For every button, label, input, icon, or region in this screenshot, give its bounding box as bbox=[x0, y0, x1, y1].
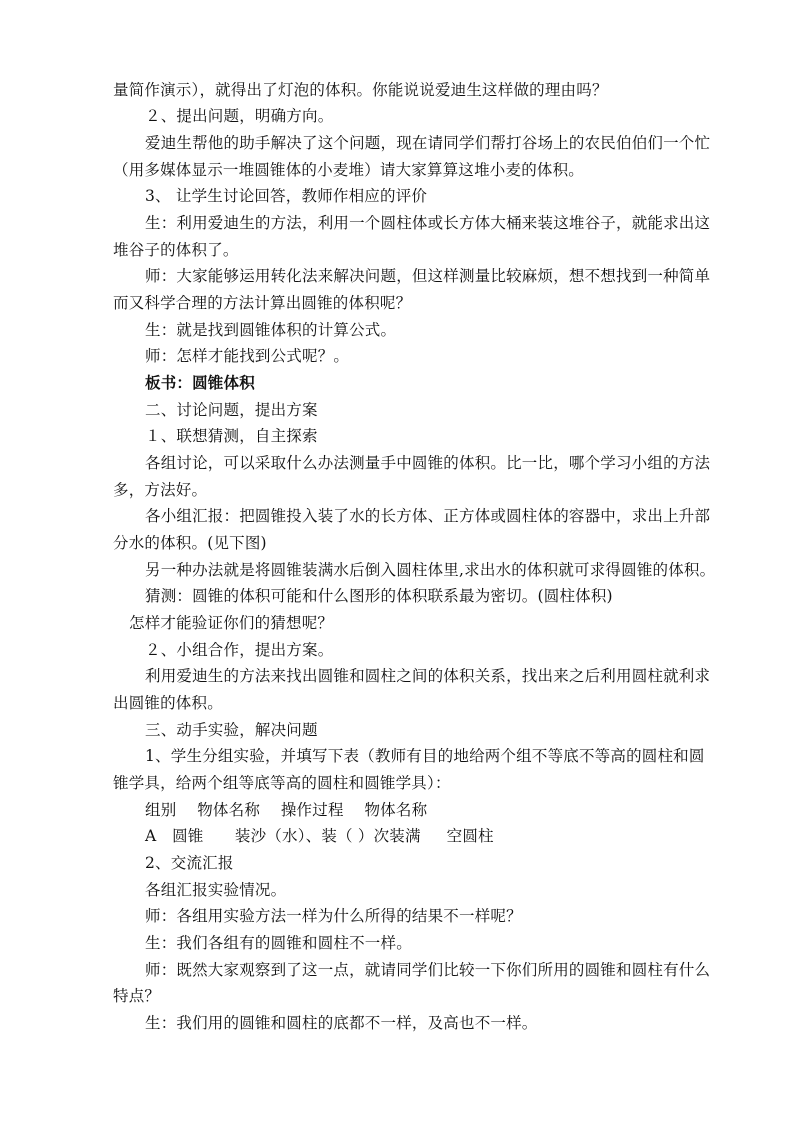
text-line: １、联想猜测，自主探索 bbox=[145, 427, 318, 445]
text-line: 分水的体积。(见下图) bbox=[113, 534, 267, 552]
text-line: 利用爱迪生的方法来找出圆锥和圆柱之间的体积关系，找出来之后利用圆柱就利求 bbox=[145, 667, 711, 685]
text-line: 量简作演示），就得出了灯泡的体积。你能说说爱迪生这样做的理由吗？ bbox=[113, 81, 608, 99]
text-line: 2、交流汇报 bbox=[145, 854, 234, 872]
text-line: 3、 让学生讨论回答，教师作相应的评价 bbox=[145, 187, 428, 205]
text-line: 各组汇报实验情况。 bbox=[145, 881, 287, 899]
text-line: 师：既然大家观察到了这一点，就请同学们比较一下你们所用的圆锥和圆柱有什么 bbox=[145, 961, 711, 979]
text-line: （用多媒体显示一堆圆锥体的小麦堆）请大家算算这堆小麦的体积。 bbox=[113, 161, 585, 179]
text-line: 爱迪生帮他的助手解决了这个问题，现在请同学们帮打谷场上的农民伯伯们一个忙 bbox=[145, 134, 711, 152]
text-line: 怎样才能验证你们的猜想呢？ bbox=[129, 614, 334, 632]
text-line: 师：怎样才能找到公式呢？。 bbox=[145, 347, 350, 365]
text-line: 生：就是找到圆锥体积的计算公式。 bbox=[145, 321, 397, 339]
text-line: ２、小组合作，提出方案。 bbox=[145, 641, 334, 659]
text-line: 猜测：圆锥的体积可能和什么图形的体积联系最为密切。(圆柱体积) bbox=[145, 587, 613, 605]
text-line: 锥学具，给两个组等底等高的圆柱和圆锥学具）： bbox=[113, 774, 451, 792]
text-line: 堆谷子的体积了。 bbox=[113, 241, 239, 259]
text-line: 各组讨论，可以采取什么办法测量手中圆锥的体积。比一比，哪个学习小组的方法 bbox=[145, 454, 711, 472]
text-line: 师：大家能够运用转化法来解决问题，但这样测量比较麻烦，想不想找到一种简单 bbox=[145, 267, 711, 285]
text-line: 多，方法好。 bbox=[113, 481, 208, 499]
text-line: 而又科学合理的方法计算出圆锥的体积呢？ bbox=[113, 294, 412, 312]
text-line: 1、学生分组实验，并填写下表（教师有目的地给两个组不等底不等高的圆柱和圆 bbox=[145, 747, 705, 765]
text-line: 生：我们各组有的圆锥和圆柱不一样。 bbox=[145, 934, 412, 952]
text-line: ２、提出问题，明确方向。 bbox=[145, 107, 334, 125]
blackboard-heading: 板书：圆锥体积 bbox=[145, 373, 255, 392]
text-line: 生：我们用的圆锥和圆柱的底都不一样，及高也不一样。 bbox=[145, 1014, 538, 1032]
text-line: 特点？ bbox=[113, 987, 161, 1005]
text-line: 师：各组用实验方法一样为什么所得的结果不一样呢？ bbox=[145, 907, 522, 925]
section-heading: 二、讨论问题，提出方案 bbox=[145, 401, 318, 419]
table-header-line: 组别 物体名称 操作过程 物体名称 bbox=[145, 801, 428, 819]
text-line: 生：利用爱迪生的方法，利用一个圆柱体或长方体大桶来装这堆谷子，就能求出这 bbox=[145, 214, 711, 232]
text-line: 另一种办法就是将圆锥装满水后倒入圆柱体里,求出水的体积就可求得圆锥的体积。 bbox=[145, 561, 716, 579]
table-row-line: A 圆锥 装沙（水）、装（ ）次装满 空圆柱 bbox=[145, 827, 494, 845]
text-line: 各小组汇报：把圆锥投入装了水的长方体、正方体或圆柱体的容器中，求出上升部 bbox=[145, 507, 711, 525]
section-heading: 三、动手实验，解决问题 bbox=[145, 721, 318, 739]
text-line: 出圆锥的体积。 bbox=[113, 694, 223, 712]
